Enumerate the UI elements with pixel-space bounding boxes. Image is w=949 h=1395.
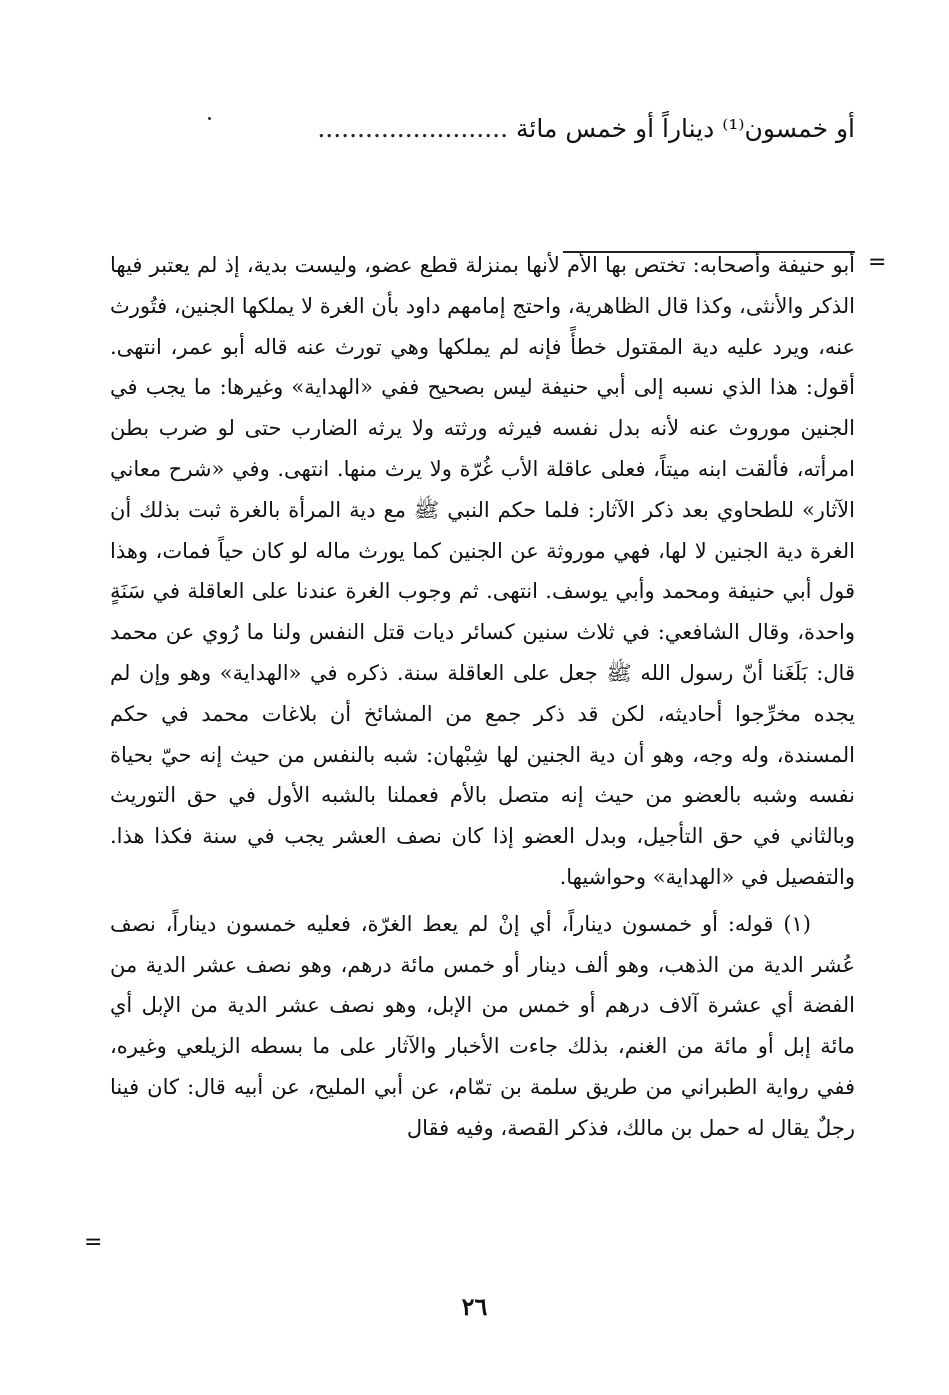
main-text <box>110 110 855 148</box>
main-text-line: أو خمسون⁽¹⁾ ديناراً أو خمس مائة <box>516 114 855 143</box>
continuation-end-mark: = <box>84 1230 103 1255</box>
footnotes <box>110 245 855 1149</box>
main-text-dots: ........................ <box>317 114 509 143</box>
footnote-continued-paragraph: أبو حنيفة وأصحابه: تختص بها الأم لأنها بمنزلة قطع عضو، وليست بدية، إذ لم يعتبر فيها الذكر والأنثى، وكذا قال الظاهرية، واحتج إمامهم داود بأن الغرة لا يملكها الجنين، فتُورث عنه، ويرد عليه دية المقتول خطأً فإنه لم يملكها وهي تورث عنه قاله أبو عمر، انتهى. أقول: هذا الذي نسبه إلى أبي حنيفة ليس بصحيح ففي «الهداية» وغيرها: ما يجب في الجنين موروث عنه لأنه بدل نفسه فيرثه ورثته ولا يرثه الضارب حتى لو ضرب بطن امرأته، فألقت ابنه ميتاً، فعلى عاقلة الأب غُرّة ولا يرث منها. انتهى. وفي «شرح معاني الآثار» للطحاوي بعد ذكر الآثار: فلما حكم النبي ﷺ مع دية المرأة بالغرة ثبت بذلك أن الغرة دية الجنين لا لها، فهي موروثة عن الجنين كما يورث ماله لو كان حياً فمات، وهذا قول أبي حنيفة ومحمد وأبي يوسف. انتهى. ثم وجوب الغرة عندنا على العاقلة في سَنَةٍ واحدة، وقال الشافعي: في ثلاث سنين كسائر ديات قتل النفس ولنا ما رُوي عن محمد قال: بَلَغَنا أنّ رسول الله ﷺ جعل على العاقلة سنة. ذكره في «الهداية» وهو وإن لم يجده مخرِّجوا أحاديثه، لكن قد ذكر جمع من المشائخ أن بلاغات محمد في حكم المسندة، وله وجه، وهو أن دية الجنين لها شِبْهان: شبه بالنفس من حيث إنه حيّ بحياة نفسه وشبه بالعضو من حيث إنه متصل بالأم فعملنا بالشبه الأول في حق التوريث وبالثاني في حق التأجيل، وبدل العضو إذا كان نصف العشر يجب في سنة فكذا هذا. والتفصيل في «الهداية» وحواشيها. <box>110 253 855 889</box>
page-number: ٢٦ <box>461 1292 488 1321</box>
footnote-1: (١) قوله: أو خمسون ديناراً، أي إنْ لم يعط الغرّة، فعليه خمسون ديناراً، نصف عُشر الدية من الذهب، وهو ألف دينار أو خمس مائة درهم، وهو نصف عشر الدية من الفضة أي عشرة آلاف درهم أو خمس من الإبل، وهو نصف عشر الدية من الإبل أي مائة إبل أو مائة من الغنم، بذلك جاءت الأخبار والآثار على ما بسطه الزيلعي وغيره، ففي رواية الطبراني من طريق سلمة بن تمّام، عن أبي المليح، عن أبيه قال: كان فينا رجلٌ يقال له حمل بن مالك، فذكر القصة، وفيه فقال <box>110 911 855 1140</box>
continuation-start-mark: = <box>868 250 887 275</box>
